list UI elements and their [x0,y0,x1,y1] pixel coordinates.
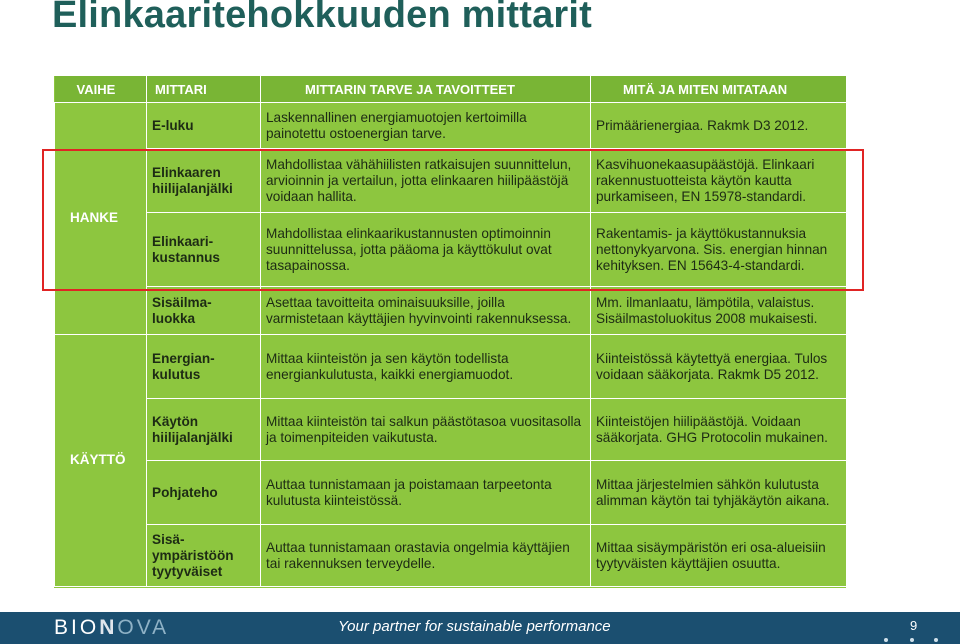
footer-bar [0,612,960,644]
mita-cell: Mittaa järjestelmien sähkön kulutusta alimman käytön tai tyhjäkäytön aikana. [591,461,847,525]
tarve-cell: Mittaa kiinteistön ja sen käytön todellista energiankulutusta, kaikki energiamuodot. [261,335,591,399]
dot-icon [934,638,938,642]
tarve-cell: Auttaa tunnistamaan ja poistamaan tarpeetonta kulutusta kiinteistössä. [261,461,591,525]
mita-cell: Rakentamis- ja käyttökustannuksia nettonykyarvona. Sis. energian hinnan kehityksen. EN 15643-4-standardi. [591,213,847,287]
phase-hanke: HANKE [55,103,147,335]
mittari-cell: Käytön hiilijalanjälki [147,399,261,461]
table-header-row [55,76,847,103]
header-mita: MITÄ JA MITEN MITATAAN [591,76,847,103]
table-row [55,149,847,213]
mita-cell: Kiinteistöjen hiilipäästöjä. Voidaan sääkorjata. GHG Protocolin mukainen. [591,399,847,461]
table-row [55,287,847,335]
table-row [55,399,847,461]
table-row [55,103,847,149]
mittari-cell: Energian-kulutus [147,335,261,399]
table-row [55,335,847,399]
metrics-table [54,76,847,587]
header-tarve: MITTARIN TARVE JA TAVOITTEET [261,76,591,103]
dot-icon [910,638,914,642]
mita-cell: Mm. ilmanlaatu, lämpötila, valaistus. Sisäilmastoluokitus 2008 mukaisesti. [591,287,847,335]
decorative-dots-icon [880,638,940,644]
bionova-logo [54,616,169,640]
mittari-cell: Sisäilma-luokka [147,287,261,335]
page-title: Elinkaaritehokkuuden mittarit [52,0,593,36]
metrics-table-container [54,76,846,588]
tarve-cell: Mittaa kiinteistön tai salkun päästötasoa vuositasolla ja toimenpiteiden vaikutusta. [261,399,591,461]
tarve-cell: Auttaa tunnistamaan orastavia ongelmia käyttäjien tai rakennuksen terveydelle. [261,525,591,587]
logo-part-ova: OVA [117,616,170,639]
tarve-cell: Laskennallinen energiamuotojen kertoimilla painotettu ostoenergian tarve. [261,103,591,149]
mittari-cell: Elinkaari-kustannus [147,213,261,287]
tarve-cell: Asettaa tavoitteita ominaisuuksille, joilla varmistetaan käyttäjien hyvinvointi rakennuksessa. [261,287,591,335]
mittari-cell: Pohjateho [147,461,261,525]
logo-part-n: N [99,616,118,639]
logo-part-bio: BIO [54,616,100,639]
header-mittari: MITTARI [147,76,261,103]
table-row [55,213,847,287]
tarve-cell: Mahdollistaa elinkaarikustannusten optimoinnin suunnittelussa, jotta pääoma ja käyttökulut ovat tasapainossa. [261,213,591,287]
table-row [55,461,847,525]
footer-tagline: Your partner for sustainable performance [338,618,611,635]
header-vaihe: VAIHE [55,76,147,103]
mita-cell: Mittaa sisäympäristön eri osa-alueisiin tyytyväisten käyttäjien osuutta. [591,525,847,587]
dot-icon [884,638,888,642]
mittari-cell: Elinkaaren hiilijalanjälki [147,149,261,213]
table-row [55,525,847,587]
mittari-cell: E-luku [147,103,261,149]
mita-cell: Primäärienergiaa. Rakmk D3 2012. [591,103,847,149]
tarve-cell: Mahdollistaa vähähiilisten ratkaisujen suunnittelun, arvioinnin ja vertailun, jotta elinkaaren hiilipäästöjä voidaan hallita. [261,149,591,213]
mita-cell: Kasvihuonekaasupäästöjä. Elinkaari rakennustuotteista käytön kautta purkamiseen, EN 15978-standardi. [591,149,847,213]
page-number: 9 [910,618,918,633]
mita-cell: Kiinteistössä käytettyä energiaa. Tulos voidaan sääkorjata. Rakmk D5 2012. [591,335,847,399]
phase-kaytto: KÄYTTÖ [55,335,147,587]
mittari-cell: Sisä-ympäristöön tyytyväiset [147,525,261,587]
